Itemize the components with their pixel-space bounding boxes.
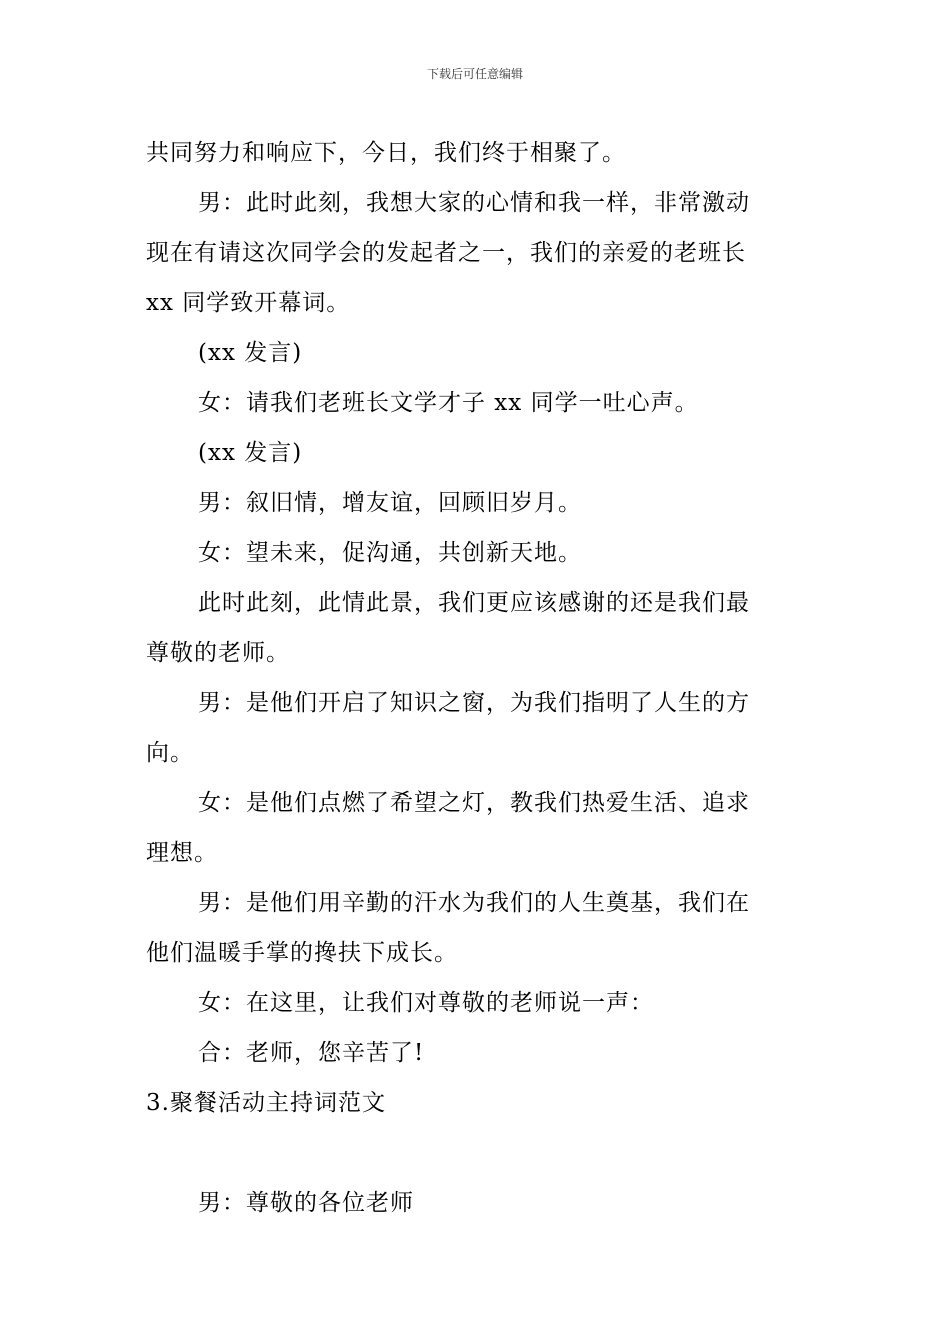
paragraph-line: xx 同学致开幕词。: [146, 290, 351, 316]
paragraph-line: (xx 发言): [198, 340, 303, 366]
section-heading: 3.聚餐活动主持词范文: [146, 1090, 386, 1116]
paragraph-line: 女：在这里，让我们对尊敬的老师说一声：: [198, 990, 654, 1016]
paragraph-line: 男：此时此刻，我想大家的心情和我一样，非常激动: [198, 190, 750, 216]
paragraph-line: 女：是他们点燃了希望之灯，教我们热爱生活、追求: [198, 790, 750, 816]
paragraph-line: 男：叙旧情，增友谊，回顾旧岁月。: [198, 490, 582, 516]
paragraph-line: 共同努力和响应下，今日，我们终于相聚了。: [146, 140, 626, 166]
blank-line: [146, 1128, 816, 1178]
paragraph-line: 合：老师，您辛苦了!: [198, 1040, 425, 1066]
paragraph-line: 男：是他们用辛勤的汗水为我们的人生奠基，我们在: [198, 890, 750, 916]
paragraph-line: 现在有请这次同学会的发起者之一，我们的亲爱的老班长: [146, 240, 746, 266]
page-header: 下载后可任意编辑: [426, 67, 523, 81]
paragraph-line: 男：尊敬的各位老师: [198, 1190, 414, 1216]
paragraph-line: 理想。: [146, 840, 218, 866]
paragraph-line: 此时此刻，此情此景，我们更应该感谢的还是我们最: [198, 590, 750, 616]
paragraph-line: 女：望未来，促沟通，共创新天地。: [198, 540, 582, 566]
paragraph-line: (xx 发言): [198, 440, 303, 466]
paragraph-line: 女：请我们老班长文学才子 xx 同学一吐心声。: [198, 390, 699, 416]
paragraph-line: 他们温暖手掌的搀扶下成长。: [146, 940, 458, 966]
paragraph-line: 向。: [146, 740, 194, 766]
paragraph-line: 男：是他们开启了知识之窗，为我们指明了人生的方: [198, 690, 750, 716]
paragraph-line: 尊敬的老师。: [146, 640, 290, 666]
document-body: [146, 128, 816, 1228]
